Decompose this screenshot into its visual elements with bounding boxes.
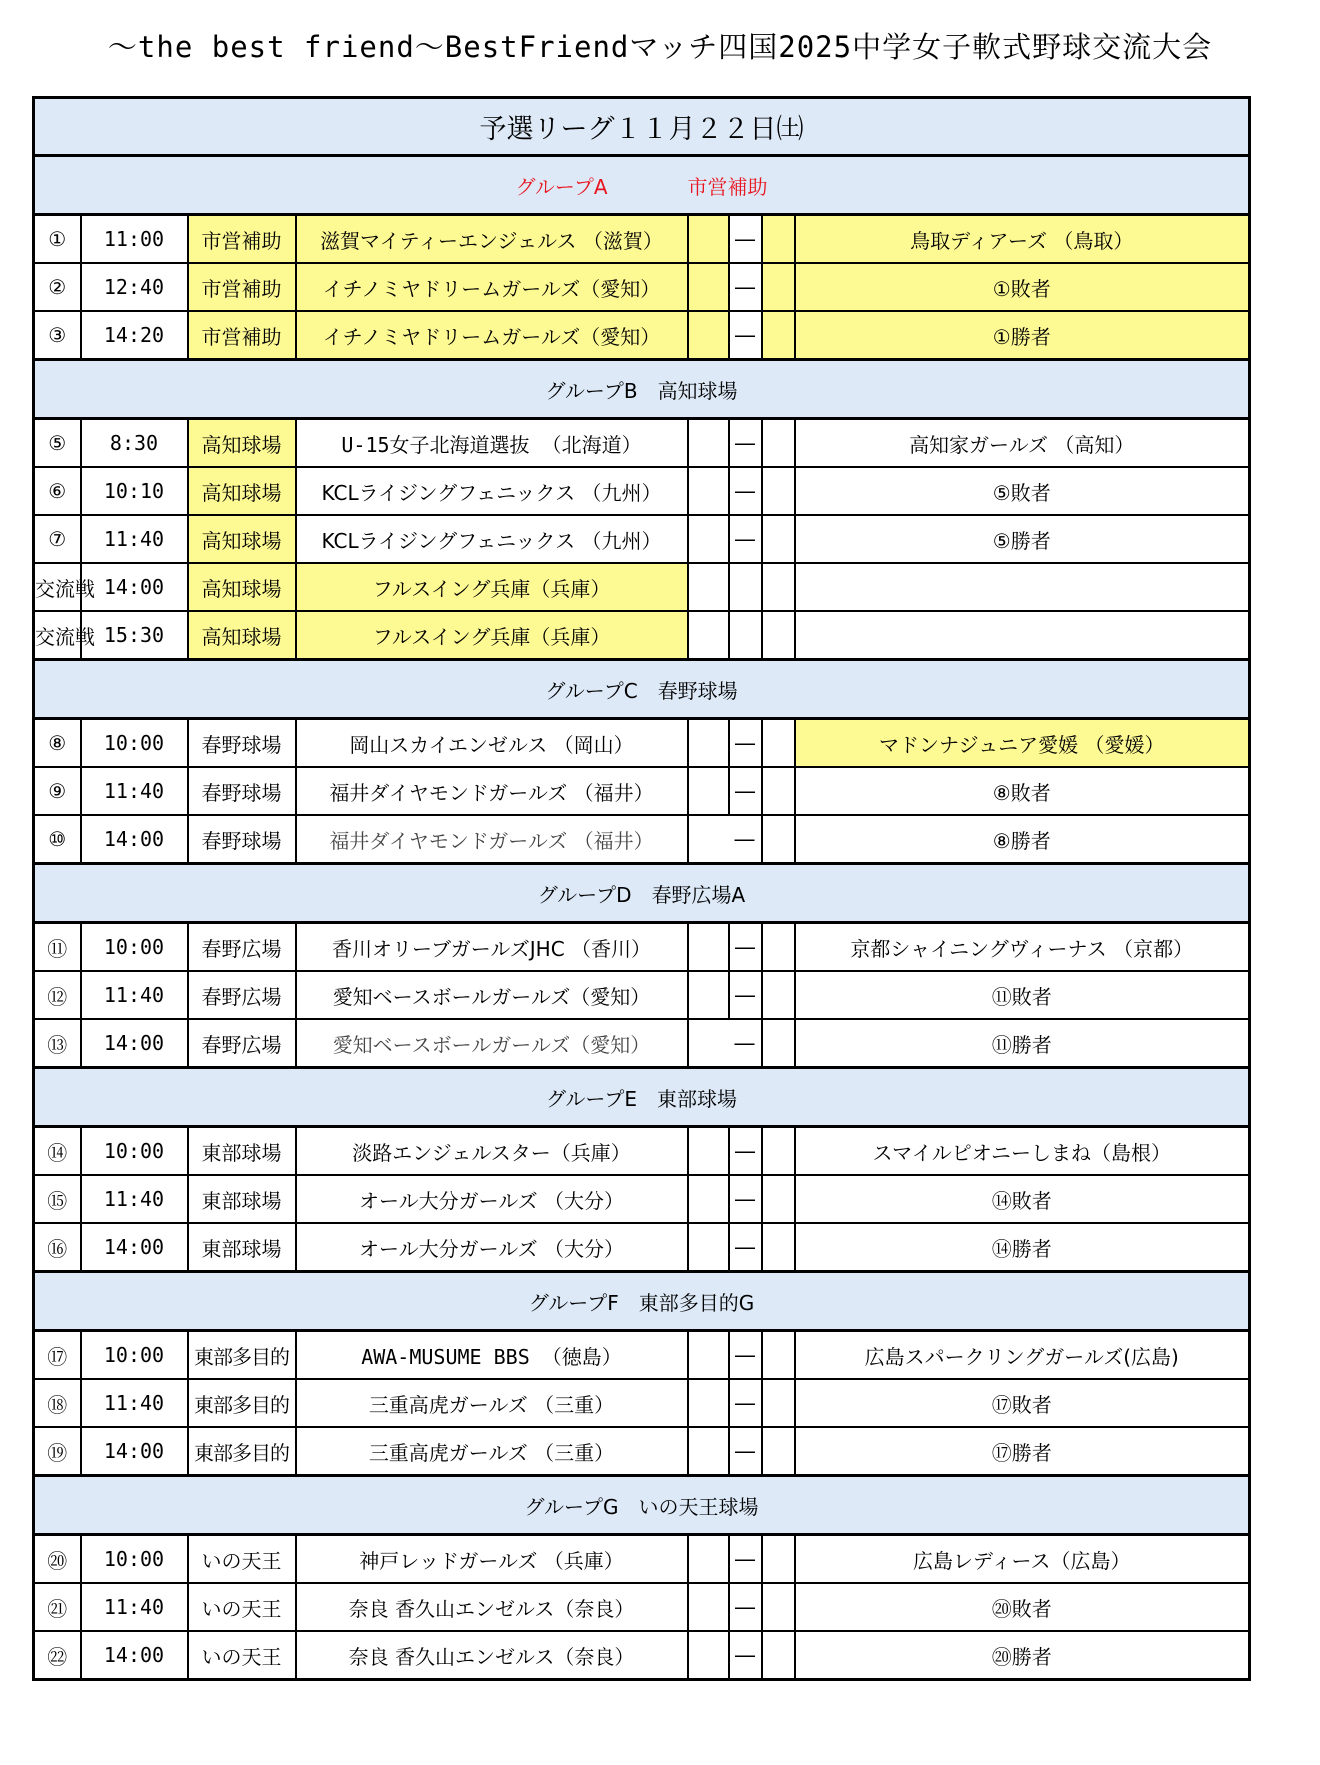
table-header: 予選リーグ１１月２２日㈯	[34, 98, 1250, 156]
group-label: グループD	[537, 882, 632, 907]
group-header-row	[34, 360, 1250, 419]
score-separator: ―	[729, 419, 762, 468]
match-venue: 市営補助	[188, 215, 296, 264]
match-venue: 東部球場	[188, 1175, 296, 1223]
team-2: 広島スパークリングガールズ(広島)	[795, 1331, 1250, 1380]
group-header-row	[34, 1476, 1250, 1535]
match-time: 10:10	[81, 467, 188, 515]
team-1: 奈良 香久山エンゼルス（奈良）	[296, 1583, 688, 1631]
team-1: 香川オリーブガールズJHC （香川）	[296, 923, 688, 972]
match-number: ⑪	[34, 923, 81, 972]
group-venue: 春野広場A	[651, 882, 746, 907]
team-1: 福井ダイヤモンドガールズ （福井）	[296, 767, 688, 815]
team-2: ⑧勝者	[795, 815, 1250, 864]
team-1: 奈良 香久山エンゼルス（奈良）	[296, 1631, 688, 1680]
group-label: グループE	[545, 1086, 638, 1111]
score-1	[688, 311, 729, 360]
team-1: 岡山スカイエンゼルス （岡山）	[296, 719, 688, 768]
match-row	[34, 719, 1250, 768]
group-header-row	[34, 660, 1250, 719]
team-2: ⑰敗者	[795, 1379, 1250, 1427]
score-1	[688, 971, 729, 1019]
match-venue: いの天王	[188, 1631, 296, 1680]
match-row	[34, 1535, 1250, 1584]
group-header-row	[34, 864, 1250, 923]
match-row	[34, 767, 1250, 815]
team-2: ①勝者	[795, 311, 1250, 360]
match-row	[34, 1127, 1250, 1176]
match-time: 11:40	[81, 971, 188, 1019]
team-1: AWA-MUSUME BBS （徳島）	[296, 1331, 688, 1380]
match-number: ⑰	[34, 1331, 81, 1380]
score-2	[762, 467, 795, 515]
team-1: 愛知ベースボールガールズ（愛知）	[296, 1019, 688, 1068]
team-2: マドンナジュニア愛媛 （愛媛）	[795, 719, 1250, 768]
score-2	[762, 263, 795, 311]
match-venue: 東部多目的	[188, 1427, 296, 1476]
team-1: U-15女子北海道選抜 （北海道）	[296, 419, 688, 468]
group-label: グループC	[545, 678, 638, 703]
group-header	[34, 864, 1250, 923]
group-header	[34, 360, 1250, 419]
score-separator: ―	[729, 311, 762, 360]
score-1	[688, 419, 729, 468]
match-number: ②	[34, 263, 81, 311]
match-number: ⑲	[34, 1427, 81, 1476]
score-1	[688, 1535, 729, 1584]
match-time: 12:40	[81, 263, 188, 311]
score-1	[688, 1019, 729, 1068]
score-1	[688, 611, 729, 660]
match-row	[34, 1583, 1250, 1631]
score-2	[762, 1427, 795, 1476]
schedule-table	[32, 96, 1251, 1681]
team-2: ⑳勝者	[795, 1631, 1250, 1680]
match-time: 10:00	[81, 1127, 188, 1176]
team-2: ⑭勝者	[795, 1223, 1250, 1272]
score-1	[688, 263, 729, 311]
score-1	[688, 1223, 729, 1272]
score-1	[688, 1583, 729, 1631]
score-1	[688, 467, 729, 515]
match-time: 14:00	[81, 1019, 188, 1068]
match-venue: 高知球場	[188, 515, 296, 563]
score-separator: ―	[729, 1175, 762, 1223]
team-2	[795, 563, 1250, 611]
match-number: ③	[34, 311, 81, 360]
match-time: 8:30	[81, 419, 188, 468]
match-number: ⑤	[34, 419, 81, 468]
match-time: 15:30	[81, 611, 188, 660]
match-venue: 春野球場	[188, 719, 296, 768]
score-2	[762, 515, 795, 563]
team-2: ⑧敗者	[795, 767, 1250, 815]
match-number: ㉑	[34, 1583, 81, 1631]
match-venue: 高知球場	[188, 611, 296, 660]
match-venue: 東部多目的	[188, 1331, 296, 1380]
match-time: 14:00	[81, 1631, 188, 1680]
group-label: グループF	[528, 1290, 619, 1315]
score-separator: ―	[729, 263, 762, 311]
match-time: 10:00	[81, 923, 188, 972]
match-number: ⑱	[34, 1379, 81, 1427]
score-2	[762, 1331, 795, 1380]
match-time: 10:00	[81, 1331, 188, 1380]
score-2	[762, 1535, 795, 1584]
match-row	[34, 215, 1250, 264]
score-separator	[729, 563, 762, 611]
match-number: ⑨	[34, 767, 81, 815]
match-time: 14:00	[81, 815, 188, 864]
team-1: 愛知ベースボールガールズ（愛知）	[296, 971, 688, 1019]
score-2	[762, 1019, 795, 1068]
score-2	[762, 611, 795, 660]
match-row	[34, 311, 1250, 360]
score-2	[762, 767, 795, 815]
group-header	[34, 156, 1250, 215]
score-2	[762, 311, 795, 360]
team-2: ⑳敗者	[795, 1583, 1250, 1631]
score-1	[688, 215, 729, 264]
match-row	[34, 419, 1250, 468]
team-2: ⑤勝者	[795, 515, 1250, 563]
group-venue: 東部球場	[657, 1086, 738, 1111]
team-1: 福井ダイヤモンドガールズ （福井）	[296, 815, 688, 864]
match-time: 10:00	[81, 1535, 188, 1584]
match-venue: いの天王	[188, 1535, 296, 1584]
team-1: KCLライジングフェニックス （九州）	[296, 467, 688, 515]
match-venue: 東部球場	[188, 1223, 296, 1272]
team-2: ⑭敗者	[795, 1175, 1250, 1223]
score-1	[688, 1631, 729, 1680]
match-time: 11:40	[81, 767, 188, 815]
score-2	[762, 215, 795, 264]
team-1: フルスイング兵庫（兵庫）	[296, 611, 688, 660]
match-number: ⑥	[34, 467, 81, 515]
group-venue: 東部多目的G	[638, 1290, 755, 1315]
match-time: 14:20	[81, 311, 188, 360]
group-venue: 春野球場	[657, 678, 738, 703]
group-label: グループA	[515, 174, 608, 199]
team-2: 京都シャイニングヴィーナス （京都）	[795, 923, 1250, 972]
group-header-row	[34, 156, 1250, 215]
match-row	[34, 611, 1250, 660]
score-separator: ―	[729, 467, 762, 515]
match-row	[34, 1331, 1250, 1380]
score-1	[688, 815, 729, 864]
match-venue: 高知球場	[188, 467, 296, 515]
match-venue: 東部球場	[188, 1127, 296, 1176]
match-row	[34, 563, 1250, 611]
match-venue: 高知球場	[188, 563, 296, 611]
team-1: 淡路エンジェルスター（兵庫）	[296, 1127, 688, 1176]
team-1: オール大分ガールズ （大分）	[296, 1175, 688, 1223]
score-1	[688, 1175, 729, 1223]
match-venue: いの天王	[188, 1583, 296, 1631]
group-header	[34, 1068, 1250, 1127]
match-row	[34, 467, 1250, 515]
score-2	[762, 971, 795, 1019]
match-number: ⑳	[34, 1535, 81, 1584]
match-row	[34, 1175, 1250, 1223]
score-separator: ―	[729, 1331, 762, 1380]
group-venue: 高知球場	[657, 378, 738, 403]
score-1	[688, 1379, 729, 1427]
score-separator	[729, 611, 762, 660]
score-separator: ―	[729, 1379, 762, 1427]
team-1: フルスイング兵庫（兵庫）	[296, 563, 688, 611]
team-2: ⑪敗者	[795, 971, 1250, 1019]
score-2	[762, 419, 795, 468]
score-2	[762, 1631, 795, 1680]
score-2	[762, 563, 795, 611]
score-separator: ―	[729, 971, 762, 1019]
match-row	[34, 1223, 1250, 1272]
score-separator: ―	[729, 1223, 762, 1272]
score-separator: ―	[729, 1535, 762, 1584]
match-venue: 春野球場	[188, 815, 296, 864]
score-separator: ―	[729, 515, 762, 563]
match-number: ⑯	[34, 1223, 81, 1272]
score-1	[688, 719, 729, 768]
match-venue: 市営補助	[188, 263, 296, 311]
group-header-row	[34, 1068, 1250, 1127]
score-2	[762, 1223, 795, 1272]
match-number: ①	[34, 215, 81, 264]
match-number: ⑦	[34, 515, 81, 563]
match-venue: 市営補助	[188, 311, 296, 360]
match-row	[34, 815, 1250, 864]
group-venue: 市営補助	[687, 174, 768, 199]
score-2	[762, 815, 795, 864]
team-2: ⑤敗者	[795, 467, 1250, 515]
score-separator: ―	[729, 215, 762, 264]
team-2	[795, 611, 1250, 660]
team-1: 三重高虎ガールズ （三重）	[296, 1379, 688, 1427]
match-row	[34, 1019, 1250, 1068]
match-venue: 春野球場	[188, 767, 296, 815]
team-2: 高知家ガールズ （高知）	[795, 419, 1250, 468]
match-number: ⑮	[34, 1175, 81, 1223]
match-row	[34, 263, 1250, 311]
match-time: 11:40	[81, 1583, 188, 1631]
team-1: オール大分ガールズ （大分）	[296, 1223, 688, 1272]
score-1	[688, 1427, 729, 1476]
match-venue: 東部多目的	[188, 1379, 296, 1427]
match-time: 11:40	[81, 1379, 188, 1427]
match-time: 11:40	[81, 1175, 188, 1223]
score-separator: ―	[729, 1427, 762, 1476]
group-label: グループB	[545, 378, 638, 403]
match-number: ⑬	[34, 1019, 81, 1068]
team-2: 鳥取ディアーズ （鳥取）	[795, 215, 1250, 264]
team-2: スマイルピオニーしまね（島根）	[795, 1127, 1250, 1176]
team-2: 広島レディース（広島）	[795, 1535, 1250, 1584]
group-header-row	[34, 1272, 1250, 1331]
score-2	[762, 719, 795, 768]
match-time: 14:00	[81, 1427, 188, 1476]
match-time: 11:00	[81, 215, 188, 264]
group-header	[34, 1272, 1250, 1331]
score-1	[688, 515, 729, 563]
score-separator: ―	[729, 923, 762, 972]
score-separator: ―	[729, 1019, 762, 1068]
match-time: 14:00	[81, 1223, 188, 1272]
match-number: 交流戦	[34, 611, 81, 660]
score-separator: ―	[729, 1631, 762, 1680]
match-row	[34, 971, 1250, 1019]
team-1: イチノミヤドリームガールズ（愛知）	[296, 263, 688, 311]
team-1: 三重高虎ガールズ （三重）	[296, 1427, 688, 1476]
score-1	[688, 767, 729, 815]
score-separator: ―	[729, 815, 762, 864]
team-1: イチノミヤドリームガールズ（愛知）	[296, 311, 688, 360]
team-1: KCLライジングフェニックス （九州）	[296, 515, 688, 563]
team-1: 神戸レッドガールズ （兵庫）	[296, 1535, 688, 1584]
match-number: ⑩	[34, 815, 81, 864]
score-1	[688, 563, 729, 611]
team-1: 滋賀マイティーエンジェルス （滋賀）	[296, 215, 688, 264]
match-venue: 春野広場	[188, 971, 296, 1019]
group-venue: いの天王球場	[638, 1494, 759, 1519]
match-number: ⑫	[34, 971, 81, 1019]
match-number: ⑧	[34, 719, 81, 768]
score-2	[762, 1175, 795, 1223]
match-time: 10:00	[81, 719, 188, 768]
match-time: 14:00	[81, 563, 188, 611]
document-title: 〜the best friend〜BestFriendマッチ四国2025中学女子軟式野球交流大会	[107, 30, 1213, 64]
group-header	[34, 660, 1250, 719]
score-separator: ―	[729, 767, 762, 815]
match-row	[34, 1631, 1250, 1680]
match-venue: 春野広場	[188, 923, 296, 972]
match-number: ㉒	[34, 1631, 81, 1680]
match-venue: 春野広場	[188, 1019, 296, 1068]
group-label: グループG	[524, 1494, 619, 1519]
score-1	[688, 923, 729, 972]
match-number: ⑭	[34, 1127, 81, 1176]
team-2: ⑰勝者	[795, 1427, 1250, 1476]
score-separator: ―	[729, 719, 762, 768]
score-1	[688, 1331, 729, 1380]
score-separator: ―	[729, 1127, 762, 1176]
match-venue: 高知球場	[188, 419, 296, 468]
score-1	[688, 1127, 729, 1176]
team-2: ⑪勝者	[795, 1019, 1250, 1068]
score-2	[762, 1379, 795, 1427]
match-row	[34, 923, 1250, 972]
match-row	[34, 1427, 1250, 1476]
score-2	[762, 1583, 795, 1631]
table-header-row	[34, 98, 1250, 156]
group-header	[34, 1476, 1250, 1535]
match-time: 11:40	[81, 515, 188, 563]
score-separator: ―	[729, 1583, 762, 1631]
score-2	[762, 923, 795, 972]
match-row	[34, 515, 1250, 563]
score-2	[762, 1127, 795, 1176]
team-2: ①敗者	[795, 263, 1250, 311]
match-number: 交流戦	[34, 563, 81, 611]
match-row	[34, 1379, 1250, 1427]
